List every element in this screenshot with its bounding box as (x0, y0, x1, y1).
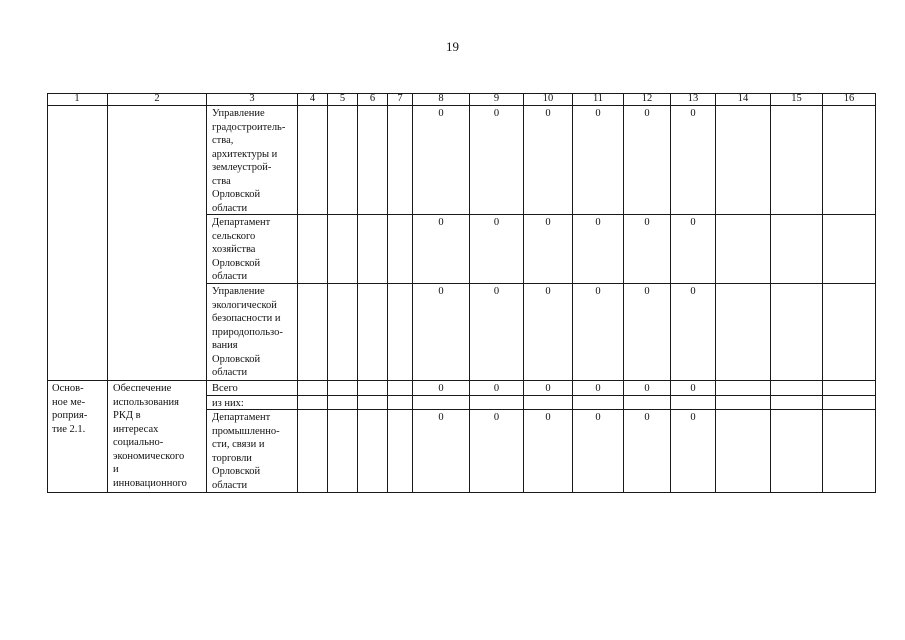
value-cell (573, 396, 624, 410)
executor-cell: из них: (207, 396, 298, 410)
column-header-10: 10 (524, 93, 573, 106)
value-cell (358, 410, 388, 493)
value-cell (298, 284, 328, 381)
value-cell (771, 284, 823, 381)
value-cell (328, 381, 358, 396)
value-cell: 0 (573, 410, 624, 493)
value-cell (358, 106, 388, 215)
column-header-11: 11 (573, 93, 624, 106)
value-cell: 0 (573, 215, 624, 284)
value-cell: 0 (524, 284, 573, 381)
value-cell: 0 (413, 284, 470, 381)
value-cell: 0 (524, 410, 573, 493)
column-header-16: 16 (823, 93, 876, 106)
value-cell: 0 (524, 106, 573, 215)
value-cell (298, 215, 328, 284)
column-header-2: 2 (108, 93, 207, 106)
value-cell (298, 381, 328, 396)
value-cell: 0 (624, 284, 671, 381)
value-cell (388, 410, 413, 493)
value-cell (358, 381, 388, 396)
value-cell (771, 410, 823, 493)
value-cell (358, 396, 388, 410)
value-cell (671, 396, 716, 410)
column-header-14: 14 (716, 93, 771, 106)
value-cell: 0 (470, 381, 524, 396)
value-cell (413, 396, 470, 410)
value-cell (328, 215, 358, 284)
column-header-8: 8 (413, 93, 470, 106)
value-cell (771, 106, 823, 215)
value-cell: 0 (624, 215, 671, 284)
executor-cell: Управление градостроитель- ства, архитектуры и землеустрой- ства Орловской области (207, 106, 298, 215)
value-cell (624, 396, 671, 410)
value-cell: 0 (671, 284, 716, 381)
value-cell (823, 381, 876, 396)
value-cell (328, 106, 358, 215)
value-cell: 0 (624, 410, 671, 493)
executor-cell: Управление экологической безопасности и природопользо- вания Орловской области (207, 284, 298, 381)
value-cell (771, 215, 823, 284)
value-cell (823, 106, 876, 215)
value-cell (328, 284, 358, 381)
value-cell: 0 (470, 215, 524, 284)
value-cell (298, 410, 328, 493)
value-cell: 0 (573, 381, 624, 396)
value-cell: 0 (413, 215, 470, 284)
activity-name-cell: Обеспечение использования РКД в интересах социально- экономического и инновационного (108, 381, 207, 493)
activity-code-cell: Основ- ное ме- роприя- тие 2.1. (47, 381, 108, 493)
value-cell (716, 284, 771, 381)
value-cell: 0 (624, 381, 671, 396)
executor-cell: Департамент промышленно- сти, связи и торговли Орловской области (207, 410, 298, 493)
activity-code-cell (47, 106, 108, 381)
value-cell: 0 (624, 106, 671, 215)
value-cell (388, 215, 413, 284)
column-header-6: 6 (358, 93, 388, 106)
executor-cell: Департамент сельского хозяйства Орловской области (207, 215, 298, 284)
column-header-1: 1 (47, 93, 108, 106)
value-cell (716, 215, 771, 284)
value-cell (823, 410, 876, 493)
value-cell: 0 (413, 410, 470, 493)
value-cell (388, 381, 413, 396)
value-cell (716, 381, 771, 396)
value-cell: 0 (573, 106, 624, 215)
column-header-12: 12 (624, 93, 671, 106)
value-cell: 0 (413, 106, 470, 215)
column-header-5: 5 (328, 93, 358, 106)
value-cell: 0 (671, 381, 716, 396)
value-cell (823, 284, 876, 381)
value-cell: 0 (470, 410, 524, 493)
value-cell: 0 (671, 215, 716, 284)
value-cell (388, 106, 413, 215)
value-cell: 0 (524, 215, 573, 284)
value-cell (716, 106, 771, 215)
value-cell: 0 (470, 106, 524, 215)
value-cell (358, 215, 388, 284)
value-cell (771, 381, 823, 396)
column-header-15: 15 (771, 93, 823, 106)
value-cell (771, 396, 823, 410)
value-cell: 0 (573, 284, 624, 381)
activity-name-cell (108, 106, 207, 381)
executor-cell: Всего (207, 381, 298, 396)
value-cell (298, 106, 328, 215)
value-cell: 0 (470, 284, 524, 381)
value-cell: 0 (524, 381, 573, 396)
column-header-3: 3 (207, 93, 298, 106)
column-header-9: 9 (470, 93, 524, 106)
value-cell: 0 (671, 410, 716, 493)
value-cell (716, 396, 771, 410)
value-cell (470, 396, 524, 410)
value-cell (388, 284, 413, 381)
column-header-4: 4 (298, 93, 328, 106)
page-number: 19 (446, 39, 459, 54)
column-header-13: 13 (671, 93, 716, 106)
value-cell (328, 396, 358, 410)
column-header-7: 7 (388, 93, 413, 106)
value-cell (823, 396, 876, 410)
value-cell (524, 396, 573, 410)
value-cell (388, 396, 413, 410)
value-cell (298, 396, 328, 410)
value-cell (716, 410, 771, 493)
value-cell (823, 215, 876, 284)
value-cell: 0 (671, 106, 716, 215)
value-cell (328, 410, 358, 493)
value-cell (358, 284, 388, 381)
value-cell: 0 (413, 381, 470, 396)
